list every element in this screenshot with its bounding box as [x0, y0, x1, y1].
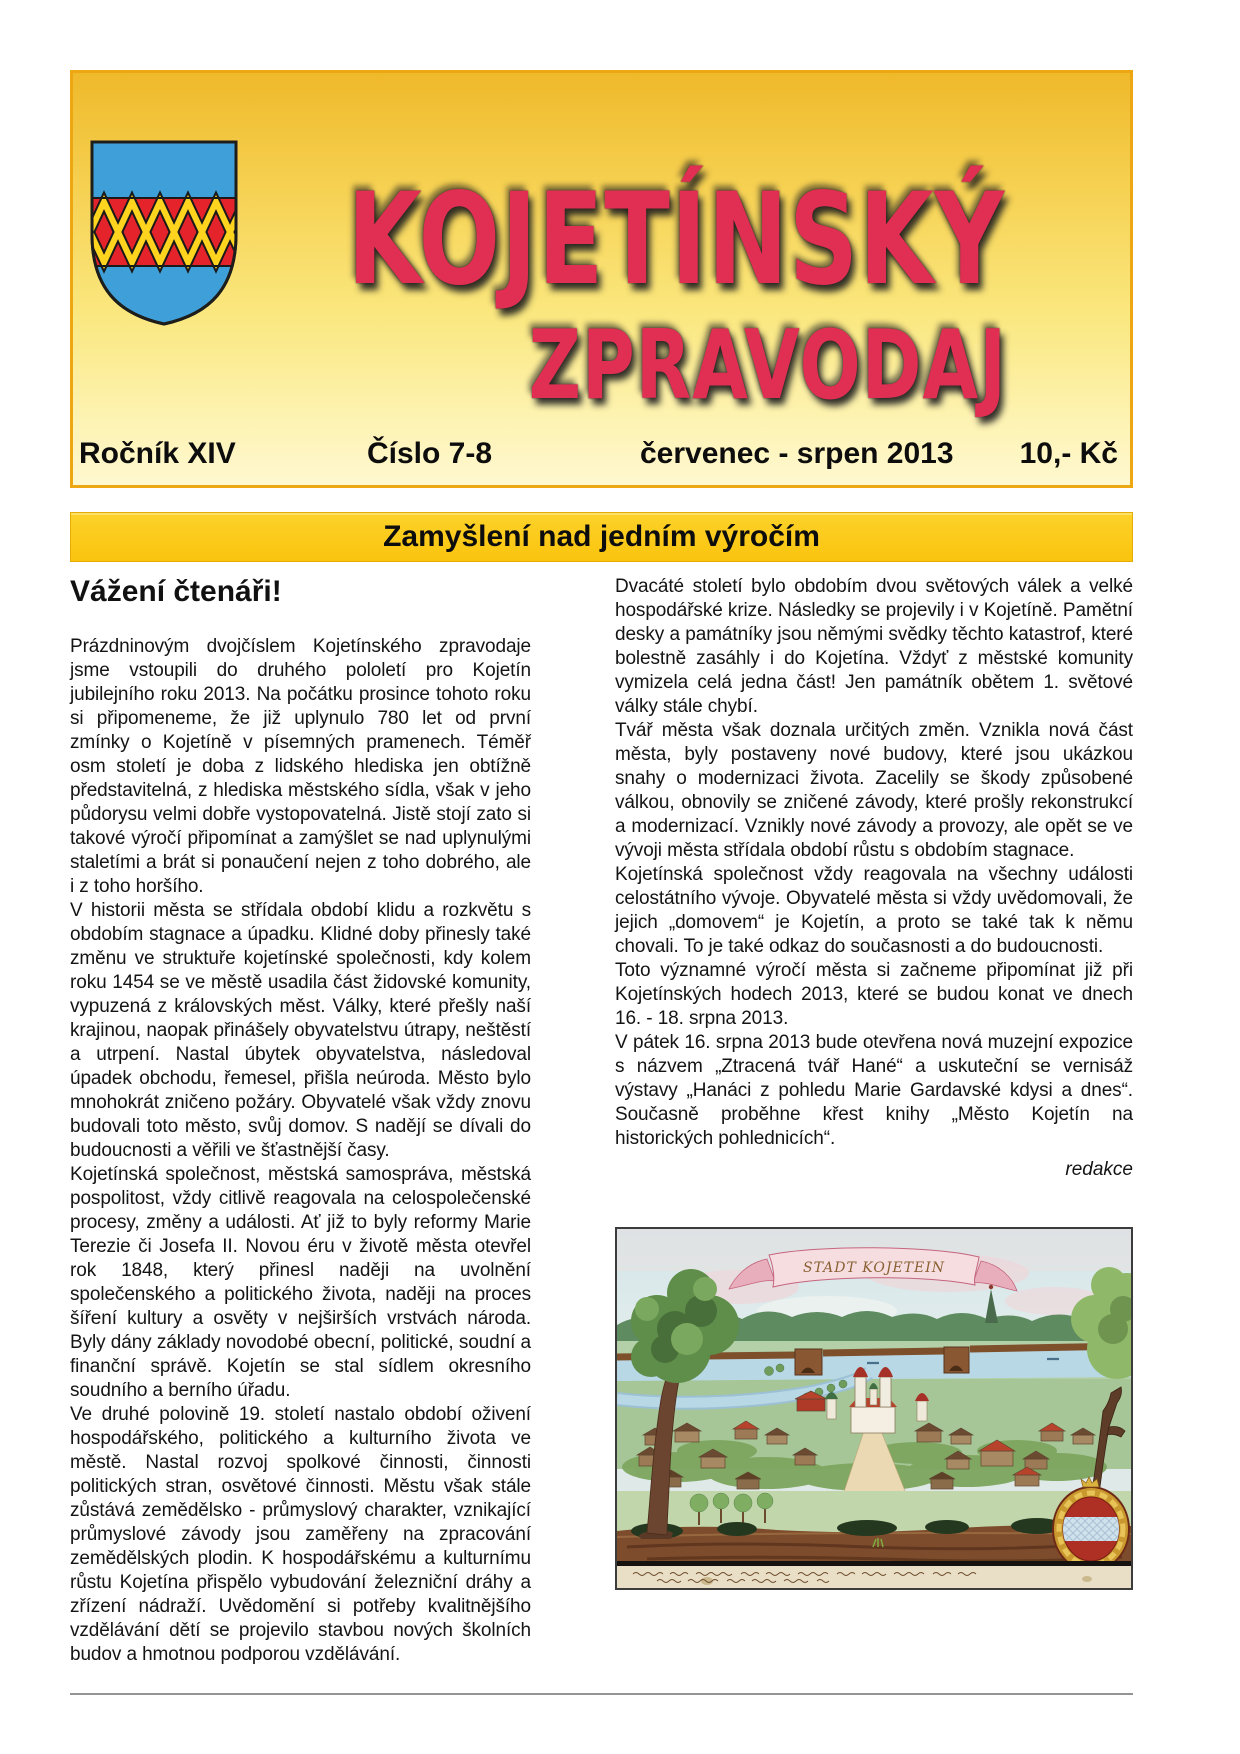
article-paragraph: Kojetínská společnost, městská samospráva, městská pospolitost, vždy citlivě reagovala na celospolečenské procesy, změny a události. Ať již to byly reformy Marie Terezie či Josefa II. Novou éru v životě města otevřel rok 1848, který přinesl naději na uvolnění společenského a politického života, naději na proces šíření kultury a osvěty v nejširších vrstvách národa. Byly dány základy novodobé obecní, politické, soudní a finanční správě. Kojetín se stal sídlem okresního soudního a berního úřadu. — [70, 1164, 531, 1401]
article-paragraph: Dvacáté století bylo obdobím dvou světových válek a velké hospodářské krize. Následky se projevily i v Kojetíně. Pamětní desky a památníky jsou němými svědky těchto katastrof, které bolestně zasáhly i do Kojetína. Vždyť z městské komunity vymizela celá jedna část! Jen památník obětem 1. světové války stále chybí. — [615, 576, 1133, 717]
article-paragraph: Prázdninovým dvojčíslem Kojetínského zpravodaje jsme vstoupili do druhého pololetí pro Kojetín jubilejního roku 2013. Na počátku prosince tohoto roku si připomeneme, že již uplynulo 780 let od první zmínky o Kojetíně v písemných pramenech. Téměř osm století je doba z lidského hlediska jen obtížně představitelná, z hlediska městského sídla, však v jeho půdorysu velmi dobře vystopovatelná. Jistě stojí zato si takové výročí připomínat a zamýšlet se nad uplynulými staletími a brát si ponaučení nejen z toho dobrého, ale i z toho horšího. — [70, 636, 531, 897]
article-signature: redakce — [1065, 1159, 1133, 1180]
issue-info-line — [73, 437, 1130, 475]
masthead-title-line1: KOJETÍNSKÝ — [347, 165, 1005, 314]
article-column-right — [615, 575, 1133, 1667]
article-paragraph: Ve druhé polovině 19. století nastalo období oživení hospodářského, politického a kulturního života ve městě. Nastal rozvoj spolkové činnosti, činnosti politických stran, osvětové činnosti. Městu však stále zůstává zemědělsko - průmyslový charakter, vznikající průmyslové závody jsou zaměřeny na zpracování zemědělských plodin. K hospodářskému a kulturnímu růstu Kojetína přispělo vybudování železniční dráhy a zřízení nádraží. Uvědomění si potřeby kvalitnějšího vzdělávání dětí se projevilo stavbou nových školních budov a hmotnou podporou vzdělávání. — [70, 1404, 531, 1665]
article-paragraph: Toto významné výročí města si začneme připomínat již při Kojetínských hodech 2013, které se budou konat ve dnech 16. - 18. srpna 2013. — [615, 960, 1133, 1029]
price-label: 10,- Kč — [1019, 437, 1118, 470]
historic-town-painting — [615, 1227, 1133, 1590]
article-paragraph: Kojetínská společnost vždy reagovala na všechny události celostátního vývoje. Obyvatelé města si vždy uvědomovali, že jejich „domovem“ je Kojetín, a proto se také tak k němu chovali. To je také odkaz do současnosti a do budoucnosti. — [615, 864, 1133, 957]
article-columns — [70, 575, 1133, 1667]
article-paragraph: V pátek 16. srpna 2013 bude otevřena nová muzejní expozice s názvem „Ztracená tvář Hané“ a uskuteční se vernisáž výstavy „Hanáci z pohledu Marie Gardavské kdysi a dnes“. Současně proběhne křest knihy „Město Kojetín na historických pohlednicích“. — [615, 1032, 1133, 1149]
issue-number-label: Číslo 7-8 — [367, 437, 493, 470]
article-heading: Vážení čtenáři! — [70, 575, 282, 608]
article-paragraph: V historii města se střídala období klidu a rozkvětu s obdobím stagnace a úpadku. Klidné doby přinesly také změnu ve struktuře kojetínské společnosti, kdy kolem roku 1454 se ve městě usadila část židovské komunity, vypuzená z královských měst. Války, které přešly naší krajinou, naopak přinášely obyvatelstvu útrapy, neštěstí a utrpení. Nastal úbytek obyvatelstva, následoval úpadek obchodu, řemesel, přišla neúroda. Město bylo mnohokrát zničeno požáry. Obyvatelé však vždy znovu budovali toto město, svůj domov. S nadějí se dívali do budoucnosti a věřili ve šťastnější časy. — [70, 900, 531, 1161]
banner-text: STADT KOJETEIN — [802, 1260, 946, 1276]
volume-label: Ročník XIV — [79, 437, 236, 470]
article-paragraph: Tvář města však doznala určitých změn. Vznikla nová část města, byly postaveny nové budovy, které jsou ukázkou snahy o modernizaci života. Zacelily se škody způsobené válkou, obnovily se zničené závody, které prošly rekonstrukcí a modernizací. Vznikly nové závody a provozy, ale opět se ve vývoji města střídala období růstu s obdobím stagnace. — [615, 720, 1133, 861]
masthead-title-line2: ZPRAVODAJ — [528, 309, 1007, 421]
section-title: Zamyšlení nad jedním výročím — [383, 520, 820, 553]
section-title-bar — [70, 512, 1133, 562]
kojetin-coat-of-arms-icon — [88, 138, 240, 328]
issue-date-label: červenec - srpen 2013 — [640, 437, 954, 470]
article-column-left — [70, 575, 531, 1667]
masthead — [70, 70, 1133, 488]
footer-divider — [70, 1693, 1133, 1695]
